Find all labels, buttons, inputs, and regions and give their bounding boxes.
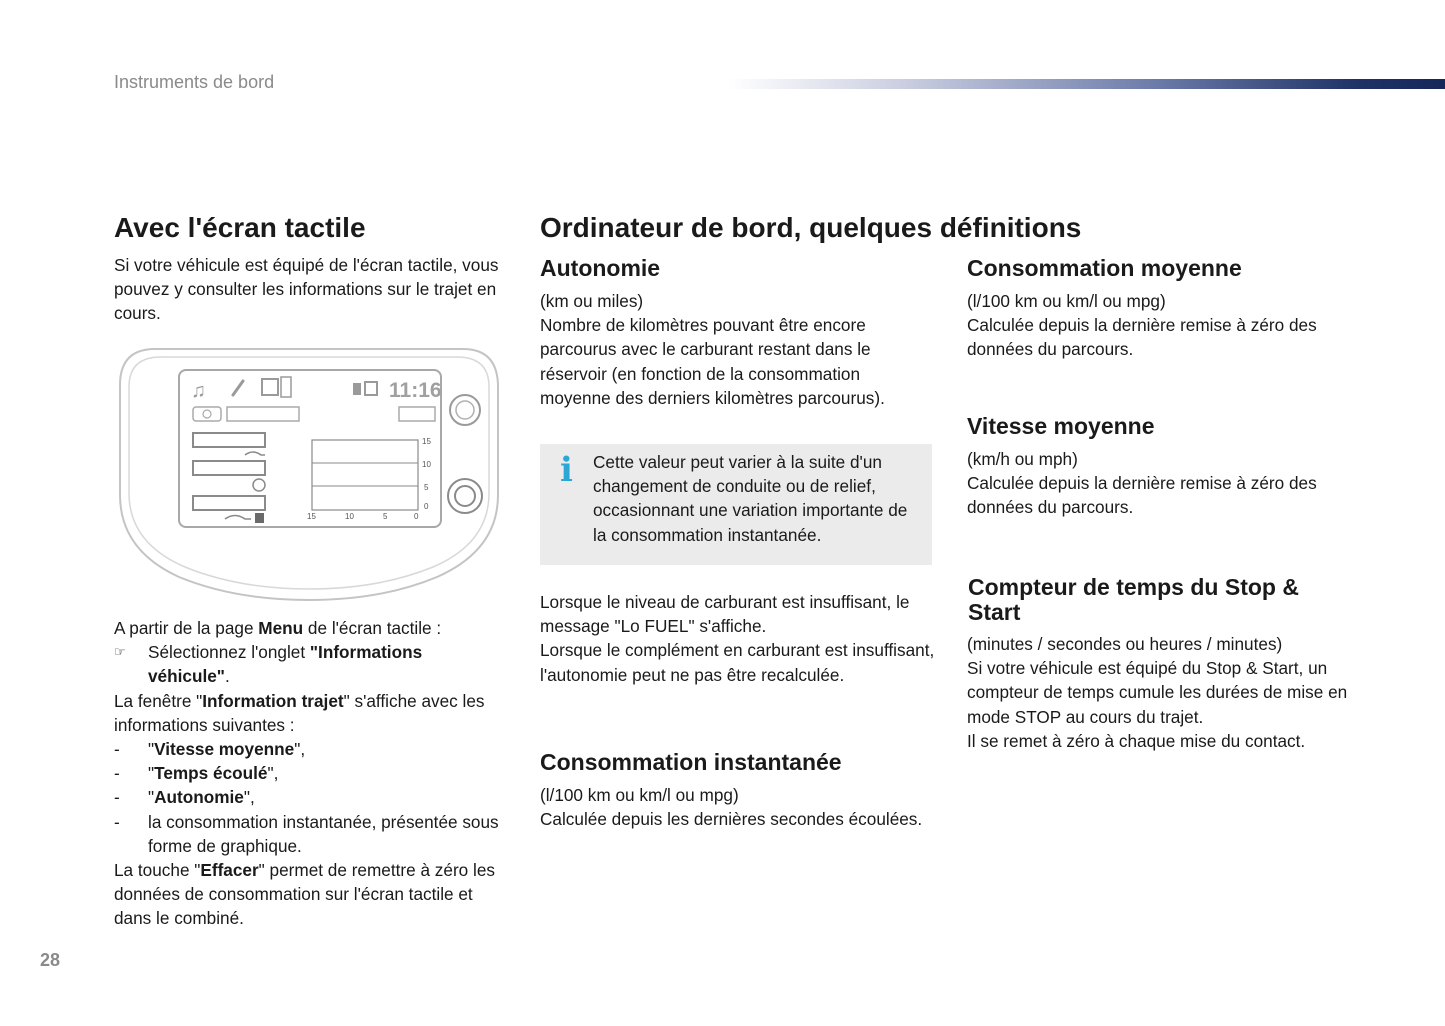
instruction-clear: La touche "Effacer" permet de remettre à zéro les données de consommation sur l'écran tactile et dans le combiné. <box>114 860 495 929</box>
header-bar <box>728 79 1445 89</box>
fuel-icon <box>281 377 291 397</box>
list-item: - "Autonomie", <box>114 787 255 808</box>
left-intro: Si votre véhicule est équipé de l'écran tactile, vous pouvez y consulter les informations sur le trajet en cours. <box>114 255 499 324</box>
car-icon <box>245 452 265 455</box>
instruction-steps <box>114 640 504 688</box>
graph-axis-right-label: 10 <box>422 460 431 469</box>
screen-value-box-2 <box>193 461 265 475</box>
left-title: Avec l'écran tactile <box>114 212 366 243</box>
info-box-text: Cette valeur peut varier à la suite d'un changement de conduite ou de relief, occasionnant une variation importante de la consommation instantanée. <box>593 452 908 545</box>
touchscreen-illustration <box>117 345 502 603</box>
section-label: Instruments de bord <box>114 72 275 92</box>
volume-knob-inner <box>456 401 474 419</box>
phone-icon <box>233 381 243 395</box>
screen-value-box-3 <box>193 496 265 510</box>
graph-axis-bottom-label: 10 <box>345 512 354 521</box>
graph-axis-bottom-label: 15 <box>307 512 316 521</box>
screen-value-box-1 <box>193 433 265 447</box>
list-item: - la consommation instantanée, présentée sous forme de graphique. <box>114 811 499 856</box>
info-list <box>114 737 504 858</box>
range-car-icon <box>225 516 251 520</box>
conso-moy-text <box>967 289 1367 362</box>
conso-moy-unit: (l/100 km ou km/l ou mpg) <box>967 291 1166 311</box>
stop-start-heading: Compteur de temps du Stop & Start <box>968 574 1299 625</box>
list-item: - "Temps écoulé", <box>114 763 279 784</box>
page-number: 28 <box>40 950 61 970</box>
instruction-menu: A partir de la page Menu de l'écran tactile : <box>114 618 442 638</box>
conso-inst-desc: Calculée depuis les dernières secondes écoulées. <box>540 809 923 830</box>
select-knob-inner <box>455 486 475 506</box>
conso-moy-heading: Consommation moyenne <box>967 255 1242 281</box>
autonomie-text <box>540 289 935 410</box>
music-icon: ♫ <box>191 380 206 402</box>
graph-axis-right-label: 0 <box>424 502 429 511</box>
graph-axis-bottom-label: 0 <box>414 512 419 521</box>
middle-title: Ordinateur de bord, quelques définitions <box>540 212 1082 243</box>
conso-inst-text <box>540 783 935 831</box>
clock-icon <box>253 479 265 491</box>
instruction-window: La fenêtre "Information trajet" s'affiche avec les informations suivantes : <box>114 690 485 735</box>
screen-tab-wide <box>227 407 299 421</box>
graph-axis-right-label: 5 <box>424 483 429 492</box>
conso-inst-unit: (l/100 km ou km/l ou mpg) <box>540 785 739 805</box>
conso-inst-heading: Consommation instantanée <box>540 749 842 775</box>
vitesse-moy-unit: (km/h ou mph) <box>967 449 1078 469</box>
graph-axis-bottom-label: 5 <box>383 512 388 521</box>
autonomie-unit: (km ou miles) <box>540 291 644 311</box>
stop-start-reset: Il se remet à zéro à chaque mise du contact. <box>967 730 1306 751</box>
vitesse-moy-heading: Vitesse moyenne <box>967 413 1155 439</box>
low-fuel-message: Lorsque le niveau de carburant est insuffisant, le message "Lo FUEL" s'affiche. <box>540 592 910 637</box>
volume-knob <box>450 395 480 425</box>
list-item: - "Vitesse moyenne", <box>114 739 306 760</box>
conso-moy-desc: Calculée depuis la dernière remise à zéro des données du parcours. <box>967 315 1317 360</box>
left-instructions <box>114 616 504 931</box>
low-fuel-text <box>540 590 935 687</box>
range-fuel-icon <box>255 513 264 523</box>
status-icon <box>353 383 361 395</box>
screen-tab-icon <box>203 410 211 418</box>
autonomie-desc: Nombre de kilomètres pouvant être encore parcourus avec le carburant restant dans le réservoir (en fonction de la consommation moyenne des derniers kilomètres parcourus). <box>540 315 885 408</box>
instruction-step: ☞ Sélectionnez l'onglet "Informations véhicule". <box>114 642 423 687</box>
vitesse-moy-text <box>967 447 1367 520</box>
low-fuel-recalc: Lorsque le complément en carburant est insuffisant, l'autonomie peut ne pas être recalculée. <box>540 640 935 685</box>
stop-start-text <box>967 632 1367 753</box>
select-knob <box>448 479 482 513</box>
screen-clear-button <box>399 407 435 421</box>
lock-icon <box>365 382 377 395</box>
info-box <box>540 444 932 565</box>
autonomie-heading: Autonomie <box>540 255 661 281</box>
vehicle-info-icon <box>262 379 278 395</box>
consumption-graph <box>312 440 418 510</box>
graph-axis-right-label: 15 <box>422 437 431 446</box>
screen-clock: 11:16 <box>389 379 442 402</box>
stop-start-desc: Si votre véhicule est équipé du Stop & Start, un compteur de temps cumule les durées de mise en mode STOP au cours du trajet. <box>967 658 1348 727</box>
screen-tab-small <box>193 407 221 421</box>
vitesse-moy-desc: Calculée depuis la dernière remise à zéro des données du parcours. <box>967 473 1317 518</box>
info-icon: i <box>560 450 573 490</box>
stop-start-unit: (minutes / secondes ou heures / minutes) <box>967 634 1283 654</box>
hand-pointer-icon: ☞ <box>114 644 126 660</box>
